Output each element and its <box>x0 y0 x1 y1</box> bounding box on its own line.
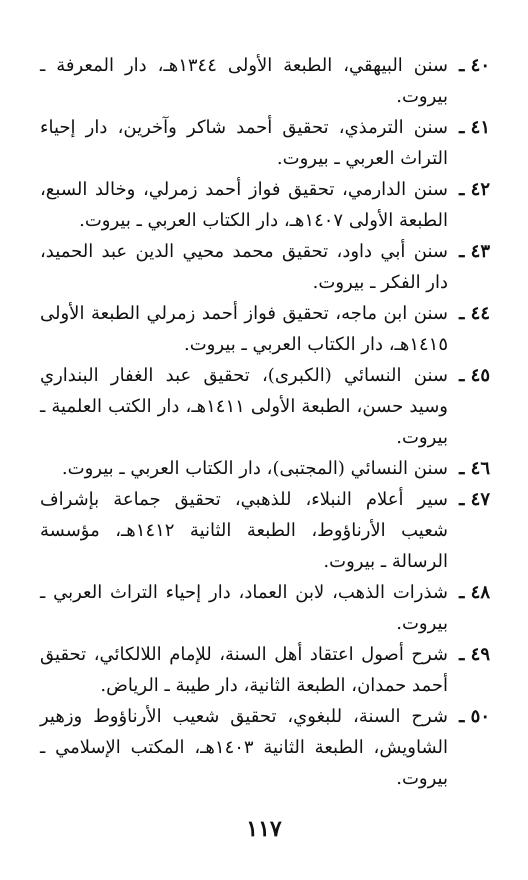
entry-number: ٤٩ ـ <box>459 644 490 665</box>
entry-number: ٤٤ ـ <box>459 303 490 324</box>
entry-text: سنن البيهقي، الطبعة الأولى ١٣٤٤هـ، دار المعرفة ـ بيروت. <box>40 55 448 107</box>
entry-text: شذرات الذهب، لابن العماد، دار إحياء التراث العربي ـ بيروت. <box>40 582 448 634</box>
entry-number: ٤٥ ـ <box>459 365 490 386</box>
reference-entry <box>40 236 490 298</box>
page-number: ١١٧ <box>246 816 282 842</box>
reference-entry <box>40 701 490 794</box>
entry-number: ٤٢ ـ <box>459 179 490 200</box>
entry-text: سنن أبي داود، تحقيق محمد محيي الدين عبد الحميد، دار الفكر ـ بيروت. <box>40 241 448 293</box>
reference-entry <box>40 484 490 577</box>
entry-text: سير أعلام النبلاء، للذهبي، تحقيق جماعة بإشراف شعيب الأرناؤوط، الطبعة الثانية ١٤١٢هـ، مؤسسة الرسالة ـ بيروت. <box>40 489 449 572</box>
entry-text: سنن ابن ماجه، تحقيق فواز أحمد زمرلي الطبعة الأولى ١٤١٥هـ، دار الكتاب العربي ـ بيروت. <box>40 303 448 355</box>
entry-number: ٥٠ ـ <box>459 706 490 727</box>
entry-number: ٤٣ ـ <box>459 241 490 262</box>
entry-number: ٤٧ ـ <box>459 489 490 510</box>
entry-text: سنن النسائي (الكبرى)، تحقيق عبد الغفار البنداري وسيد حسن، الطبعة الأولى ١٤١١هـ، دار الكتب العلمية ـ بيروت. <box>40 365 448 448</box>
reference-list <box>40 50 490 794</box>
entry-text: شرح السنة، للبغوي، تحقيق شعيب الأرناؤوط وزهير الشاويش، الطبعة الثانية ١٤٠٣هـ، المكتب الإسلامي ـ بيروت. <box>40 706 448 789</box>
reference-entry <box>40 577 490 639</box>
entry-number: ٤٨ ـ <box>459 582 490 603</box>
reference-entry <box>40 360 490 453</box>
reference-entry <box>40 298 490 360</box>
entry-number: ٤٠ ـ <box>459 55 490 76</box>
reference-entry <box>40 112 490 174</box>
reference-entry <box>40 453 490 484</box>
reference-entry <box>40 50 490 112</box>
entry-text: سنن النسائي (المجتبى)، دار الكتاب العربي ـ بيروت. <box>61 458 448 479</box>
entry-number: ٤١ ـ <box>459 117 490 138</box>
entry-text: شرح أصول اعتقاد أهل السنة، للإمام اللالكائي، تحقيق أحمد حمدان، الطبعة الثانية، دار طيبة ـ الرياض. <box>40 644 448 696</box>
entry-text: سنن الترمذي، تحقيق أحمد شاكر وآخرين، دار إحياء التراث العربي ـ بيروت. <box>40 117 448 169</box>
reference-entry <box>40 639 490 701</box>
entry-number: ٤٦ ـ <box>459 458 490 479</box>
entry-text: سنن الدارمي، تحقيق فواز أحمد زمرلي، وخالد السبع، الطبعة الأولى ١٤٠٧هـ، دار الكتاب العربي ـ بيروت. <box>40 179 448 231</box>
reference-entry <box>40 174 490 236</box>
